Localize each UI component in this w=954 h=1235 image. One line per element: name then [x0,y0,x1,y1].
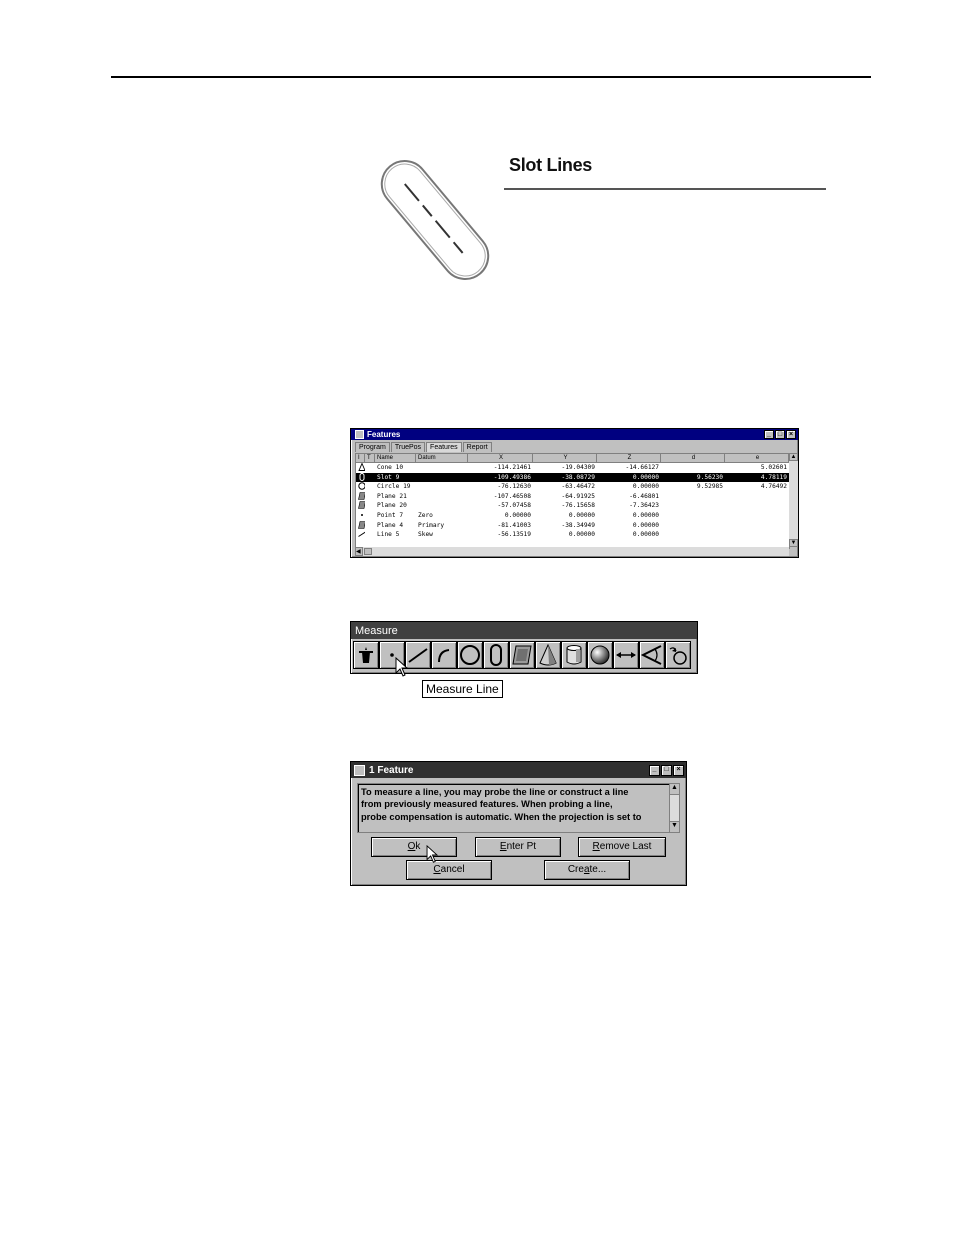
dialog-message [357,783,670,833]
cell-d [661,511,725,521]
vertical-scrollbar[interactable] [789,453,798,547]
features-titlebar[interactable] [351,429,798,440]
measure-cylinder-button[interactable] [561,641,587,669]
window-menu-icon[interactable] [355,430,364,439]
cell-e: 5.02601 [760,464,787,471]
ok-button[interactable] [371,837,457,857]
table-row[interactable] [356,492,789,502]
col-header-t[interactable]: T [365,454,375,462]
col-header-d[interactable]: d [661,454,725,462]
feature-dialog-title: 1 Feature [369,764,414,776]
cell-x: -114.21461 [493,464,531,471]
cone-icon [356,463,365,473]
type-cell [365,463,375,473]
features-tabs [355,442,493,452]
message-line: probe compensation is automatic. When the projection is set to [361,811,642,822]
mouse-cursor-icon [426,845,439,865]
cell-e [725,492,789,502]
cell-datum [416,482,468,492]
cell-x: -81.41003 [497,521,531,529]
type-cell [365,492,375,502]
enter-pt-button[interactable] [475,837,561,857]
cell-z: -14.66127 [625,464,659,471]
top-rule [111,76,871,78]
measure-distance-button[interactable] [613,641,639,669]
measure-plane-button[interactable] [509,641,535,669]
circle-icon [356,482,365,492]
cell-z: 0.00000 [632,531,659,539]
cell-x: -109.49386 [493,473,531,481]
features-title: Features [367,430,401,439]
message-line: from previously measured features. When probing a line, [361,799,613,810]
cell-x: -56.13519 [497,531,531,539]
cell-e [725,530,789,540]
cell-d [661,521,725,531]
cell-z: -7.36423 [629,502,659,510]
create-button[interactable] [544,860,630,880]
cell-datum: Skew [418,531,433,539]
cell-z: 0.00000 [632,473,659,481]
table-row[interactable] [356,530,789,540]
measure-titlebar[interactable] [351,622,697,639]
scroll-up-icon[interactable]: ▲ [790,454,797,460]
cell-y: -63.46472 [561,483,595,491]
minimize-icon[interactable]: _ [649,765,660,776]
cell-name: Plane 21 [377,492,407,500]
scroll-down-icon[interactable]: ▼ [790,540,797,546]
cell-datum [416,492,468,502]
cell-name: Point 7 [377,511,404,519]
close-icon[interactable]: × [673,765,684,776]
mouse-cursor-icon [395,657,409,679]
magic-hat-button[interactable] [353,641,379,669]
cell-d [661,463,725,473]
ok-mnemonic: O [407,841,416,852]
section-rule [504,188,826,190]
table-row[interactable] [356,521,789,531]
slot-icon [360,150,510,290]
cylinder-icon [564,644,584,666]
cell-y: -38.08729 [561,473,595,481]
maximize-icon[interactable]: □ [775,430,785,439]
cell-y: -38.34949 [561,521,595,529]
enter-pt-label: nter Pt [506,841,537,852]
plane-icon [356,501,365,511]
cell-datum: Zero [418,511,433,519]
create-mnemonic: a [583,864,590,875]
type-cell [365,482,375,492]
line-icon [356,530,365,540]
grid-header [356,454,789,463]
scroll-up-icon[interactable]: ▲ [670,784,679,795]
cancel-mnemonic: C [433,864,441,875]
cancel-button[interactable] [406,860,492,880]
create-label-end: te... [589,864,607,875]
remove-last-label: emove Last [599,841,652,852]
measure-cone-button[interactable] [535,641,561,669]
scroll-left-icon[interactable]: ◀ [355,547,363,556]
cell-e [725,511,789,521]
remove-last-mnemonic: R [592,841,600,852]
slot-icon [486,644,506,666]
magic-hat-icon [356,645,376,665]
cell-name: Line 5 [377,531,400,539]
cell-e: 4.78119 [760,473,787,481]
cell-datum: Primary [418,521,445,529]
create-label-start: Cre [567,864,584,875]
circle-icon [459,644,481,666]
ok-label: k [415,841,421,852]
cell-x: -76.12630 [497,483,531,491]
type-cell [365,501,375,511]
cell-e [725,521,789,531]
measure-angle-button[interactable] [639,641,665,669]
message-line: To measure a line, you may probe the line or construct a line [361,787,629,797]
line-icon [407,645,429,665]
cell-x: -107.46508 [493,492,531,500]
cell-z: 0.00000 [632,483,659,491]
measure-title: Measure [355,624,398,637]
remove-last-button[interactable] [578,837,666,857]
cell-d: 9.56230 [696,473,723,481]
tab-truepos[interactable]: TruePos [391,442,425,452]
angle-icon [641,644,663,666]
cell-name: Plane 20 [377,502,407,510]
maximize-icon[interactable]: □ [661,765,672,776]
cell-y: -19.04309 [561,464,595,471]
measure-tooltip: Measure Line [422,680,503,698]
cancel-label: ancel [440,864,465,875]
plane-icon [511,644,533,666]
table-row[interactable] [356,482,789,492]
cell-e: 4.76492 [760,483,787,491]
feature-dialog-titlebar[interactable] [351,762,686,778]
cell-z: -6.46801 [629,492,659,500]
cell-z: 0.00000 [632,511,659,519]
cell-y: -76.15658 [561,502,595,510]
col-header-x[interactable]: X [468,454,533,462]
table-row[interactable] [356,501,789,511]
col-header-y[interactable]: Y [533,454,597,462]
cell-datum [416,473,468,483]
scroll-down-icon[interactable]: ▼ [670,821,679,832]
table-row[interactable] [356,473,789,483]
distance-icon [615,645,637,665]
table-row[interactable] [356,463,789,473]
cell-name: Plane 4 [377,521,404,529]
type-cell [365,511,375,521]
type-cell [365,473,375,483]
cell-y: -64.91925 [561,492,595,500]
features-grid[interactable] [355,453,790,549]
cell-d [661,501,725,511]
minimize-icon[interactable]: _ [764,430,774,439]
cell-d [661,530,725,540]
tab-report[interactable]: Report [463,442,492,452]
close-icon[interactable]: × [786,430,796,439]
measure-sphere-button[interactable] [587,641,613,669]
cell-datum [416,463,468,473]
cell-y: 0.00000 [568,531,595,539]
grid-rows [356,463,789,540]
cell-d: 9.52985 [696,483,723,491]
loop-icon [667,644,689,666]
plane-icon [356,521,365,531]
type-cell [365,530,375,540]
cell-y: 0.00000 [568,511,595,519]
measure-circle-button[interactable] [457,641,483,669]
features-window [350,428,799,558]
cell-name: Cone 10 [377,464,404,471]
horizontal-scrollbar[interactable] [355,547,789,556]
cell-datum [416,501,468,511]
cell-e [725,501,789,511]
sphere-icon [589,644,611,666]
measure-arc-button[interactable] [431,641,457,669]
tab-program[interactable]: Program [355,442,390,452]
enter-pt-mnemonic: E [499,841,507,852]
tab-features[interactable]: Features [426,442,462,452]
section-title: Slot Lines [509,155,593,175]
table-row[interactable] [356,511,789,521]
arc-icon [434,645,454,665]
horizontal-scroll-thumb[interactable] [364,548,372,555]
point-icon [356,511,365,521]
cone-icon [538,644,558,666]
cell-x: -57.07458 [497,502,531,510]
col-header-e[interactable]: e [725,454,789,462]
window-menu-icon[interactable] [354,765,365,776]
cell-z: 0.00000 [632,521,659,529]
cell-name: Circle 19 [377,483,411,491]
col-header-z[interactable]: Z [597,454,661,462]
measure-loop-button[interactable] [665,641,691,669]
feature-dialog [350,761,687,886]
plane-icon [356,492,365,502]
col-header-datum[interactable]: Datum [416,454,468,462]
col-header-name[interactable]: Name [375,454,416,462]
type-cell [365,521,375,531]
dialog-scrollbar[interactable] [669,783,680,833]
cell-name: Slot 9 [377,473,400,481]
col-header-i[interactable]: I [356,454,365,462]
cell-d [661,492,725,502]
cell-x: 0.00000 [504,511,531,519]
slot-icon [356,473,365,483]
measure-slot-button[interactable] [483,641,509,669]
